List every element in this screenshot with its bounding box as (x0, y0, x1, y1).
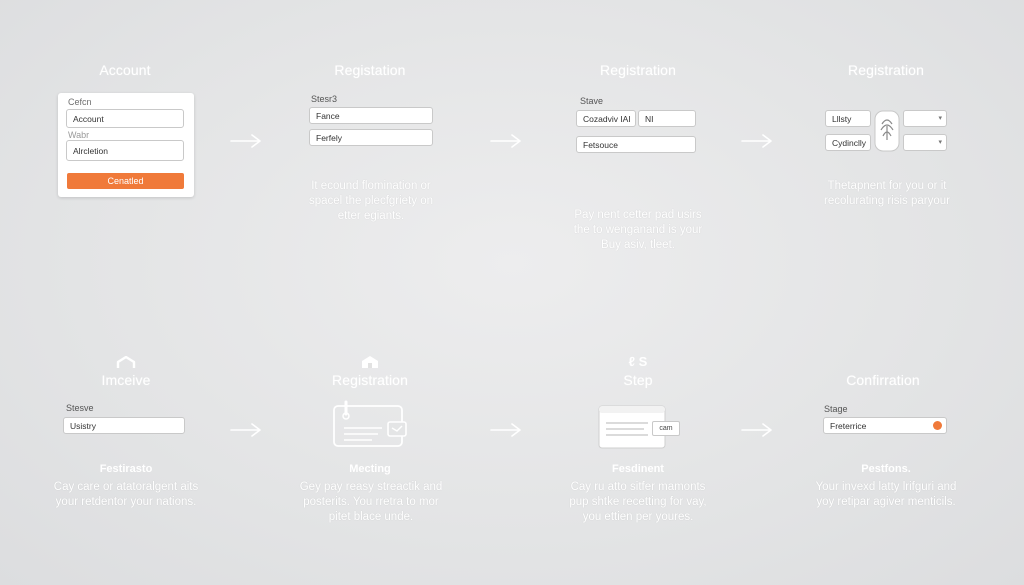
field-label: Cefcn (68, 97, 92, 107)
browser-tag: cam (652, 421, 680, 436)
fingerprint-icon (874, 110, 900, 152)
step-2-title: Registation (334, 62, 406, 78)
step-7-title: Step (623, 372, 653, 388)
home-icon (116, 356, 136, 370)
field-label: Stage (824, 404, 848, 414)
first-input[interactable]: Cozadviv IAI (576, 110, 636, 127)
step-description: Gey pay reasy streactik and posterits. You rretra to mor pitet blace unde. (299, 481, 443, 523)
account-input[interactable]: Account (66, 109, 184, 128)
chevron-down-icon: ▾ (938, 115, 942, 122)
step-subheading: Pestfons. (861, 463, 911, 475)
step-description: It ecound flomination or spacel the plecfgriety on etter egiants. (308, 180, 434, 222)
dropdown-select[interactable] (903, 134, 947, 151)
preference-select[interactable]: Freterrice (823, 417, 947, 434)
step-description: Cay ru atto sitfer mamonts pup shtke recetting for vay, you ettien per youres. (569, 481, 707, 523)
field-label: Wabr (68, 130, 90, 140)
step-subheading: Fesdinent (612, 463, 664, 475)
arrow-right-icon (741, 423, 773, 437)
account-form-card (58, 93, 194, 197)
status-dot-icon (933, 421, 942, 430)
step-4-title: Registration (848, 62, 924, 78)
resource-input[interactable]: Fetsouce (576, 136, 696, 153)
field-label: Stesr3 (311, 94, 338, 104)
registry-input[interactable]: Usistry (63, 417, 185, 434)
step-3-title: Registration (600, 62, 676, 78)
arrow-right-icon (230, 134, 262, 148)
select-input[interactable]: Cydinclly (825, 134, 871, 151)
arrow-right-icon (490, 134, 522, 148)
step-description: Your invexd latty lrifguri and yoy retipar agiver menticils. (815, 481, 957, 508)
chevron-down-icon: ▾ (938, 139, 942, 146)
application-input[interactable]: Alrcletion (66, 140, 184, 161)
initial-input[interactable]: NI (638, 110, 696, 127)
step-8-title: Confirration (846, 372, 920, 388)
field-label: Stesve (66, 403, 94, 413)
step-1-title: Account (99, 62, 151, 78)
step-6-title: Registration (332, 372, 408, 388)
step-subheading: Festirasto (99, 463, 153, 475)
id-card-icon (332, 400, 408, 450)
family-input[interactable]: Ferfely (309, 129, 433, 146)
step-5-title: Imceive (101, 372, 151, 388)
step-icon-text: ℓ S (628, 354, 648, 369)
building-icon (360, 354, 380, 370)
select-input[interactable]: Lllsty (825, 110, 871, 127)
step-subheading: Mecting (349, 463, 391, 475)
step-description: Cay care or atatoralgent aits your retdentor your nations. (53, 481, 199, 508)
step-description: Pay nent cetter pad usirs the to wenganand is your Buy asiv, tleet. (573, 209, 703, 251)
dropdown-select[interactable] (903, 110, 947, 127)
arrow-right-icon (490, 423, 522, 437)
continue-button[interactable]: Cenatled (67, 173, 184, 189)
field-label: Stave (580, 96, 604, 106)
name-input[interactable]: Fance (309, 107, 433, 124)
step-description: Thetapnent for you or it recolurating risis paryour (824, 180, 950, 207)
arrow-right-icon (230, 423, 262, 437)
arrow-right-icon (741, 134, 773, 148)
